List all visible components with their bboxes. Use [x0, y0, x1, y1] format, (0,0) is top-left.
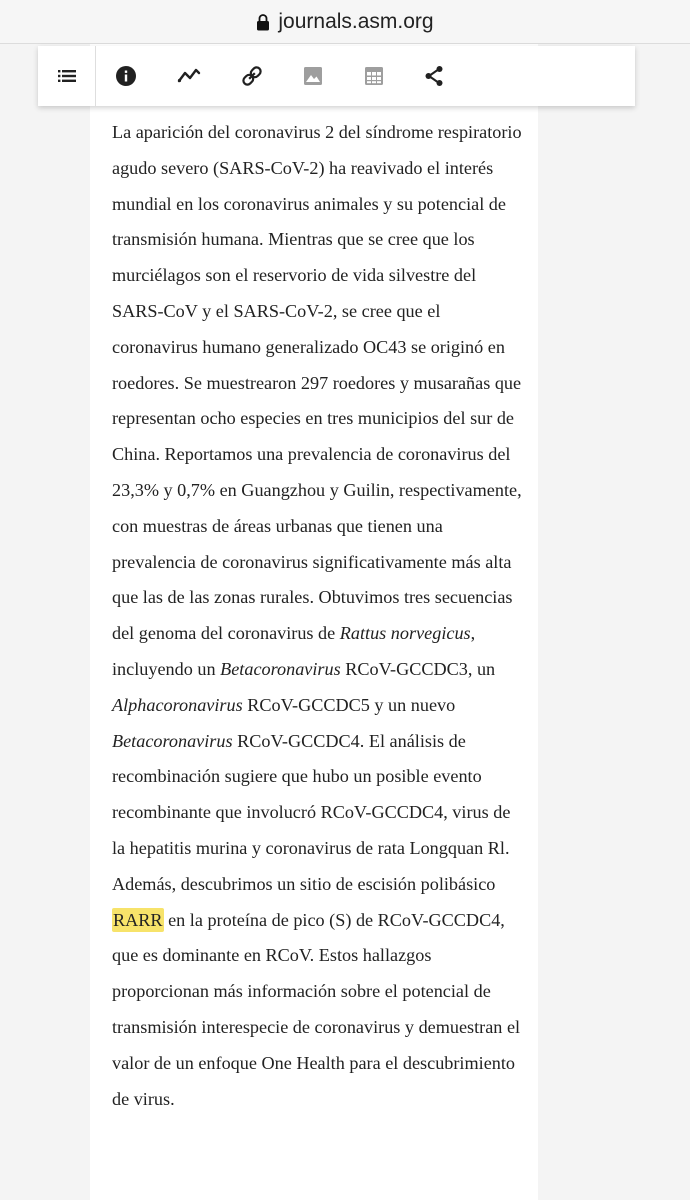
article-toolbar	[38, 46, 635, 106]
abstract-text: RCoV-GCCDC5 y un nuevo	[242, 694, 456, 715]
share-button[interactable]	[422, 64, 446, 88]
abstract-text: , incluyendo un	[112, 623, 476, 679]
trending-icon	[177, 64, 201, 88]
image-icon	[301, 64, 325, 88]
genus-name: Alphacoronavirus	[112, 694, 243, 715]
metrics-button[interactable]	[177, 64, 201, 88]
outline-button[interactable]	[55, 64, 79, 88]
abstract-body	[112, 115, 527, 1117]
toolbar-divider	[95, 46, 96, 106]
info-button[interactable]	[114, 64, 138, 88]
tables-button[interactable]	[362, 64, 386, 88]
figures-button[interactable]	[301, 64, 325, 88]
table-icon	[362, 64, 386, 88]
abstract-paragraph	[112, 115, 527, 1117]
list-icon	[55, 64, 79, 88]
browser-address-bar[interactable]	[0, 0, 690, 44]
abstract-text: La aparición del coronavirus 2 del síndrome respiratorio agudo severo (SARS-CoV-2) ha reavivado el interés mundial en los coronavirus animales y su potencial de transmisión humana. Mientras que se cree que los murciélagos son el reservorio de vida silvestre del SARS-CoV y el SARS-CoV-2, se cree que el coronavirus humano generalizado OC43 se originó en roedores. Se muestrearon 297 roedores y musarañas que representan ocho especies en tres municipios del sur de China. Reportamos una prevalencia de coronavirus del 23,3% y 0,7% en Guangzhou y Guilin, respectivamente, con muestras de áreas urbanas que tienen una prevalencia de coronavirus significativamente más alta que las de las zonas rurales. Obtuvimos tres secuencias del genoma del coronavirus de	[112, 122, 522, 644]
abstract-text: RCoV-GCCDC3, un	[340, 658, 496, 679]
genus-name: Betacoronavirus	[220, 658, 341, 679]
abstract-text: en la proteína de pico (S) de RCoV-GCCDC4, que es dominante en RCoV. Estos hallazgos proporcionan más información sobre el potencial de transmisión interespecie de coronavirus y demuestran el valor de un enfoque One Health para el descubrimiento de virus.	[112, 909, 521, 1109]
species-name: Rattus norvegicus	[339, 623, 471, 644]
abstract-text: RCoV-GCCDC4. El análisis de recombinación sugiere que hubo un posible evento recombinante que involucró RCoV-GCCDC4, virus de la hepatitis murina y coronavirus de rata Longquan Rl. Además, descubrimos un sitio de escisión polibásico	[112, 730, 511, 894]
link-icon	[240, 64, 264, 88]
info-icon	[114, 64, 138, 88]
share-icon	[422, 64, 446, 88]
lock-icon	[256, 13, 270, 31]
highlighted-text[interactable]: RARR	[113, 909, 163, 930]
url-text: journals.asm.org	[278, 10, 434, 33]
links-button[interactable]	[240, 64, 264, 88]
genus-name: Betacoronavirus	[112, 730, 233, 751]
